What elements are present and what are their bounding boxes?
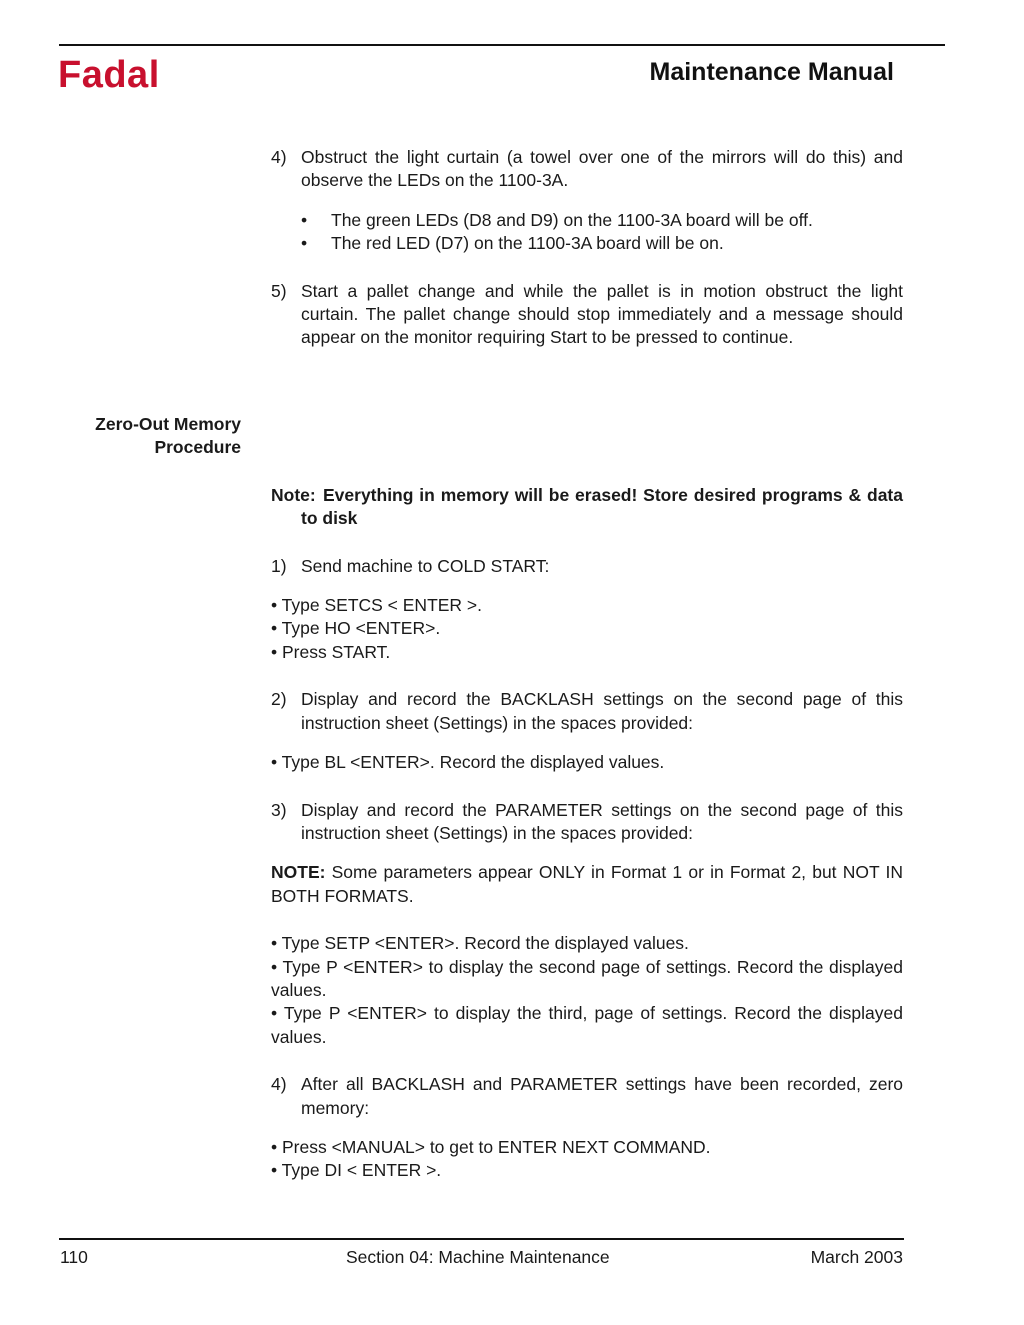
step-text: Display and record the PARAMETER settings on the second page of this instruction sheet (Settings) in the spaces provided: xyxy=(301,799,903,843)
step-text: After all BACKLASH and PARAMETER settings have been recorded, zero memory: xyxy=(301,1074,903,1118)
document-title: Maintenance Manual xyxy=(649,58,894,86)
step-item xyxy=(271,1073,903,1120)
note-label: NOTE: xyxy=(271,862,326,883)
footer-section: Section 04: Machine Maintenance xyxy=(346,1247,610,1267)
step-number: 5) xyxy=(271,280,287,301)
step-item xyxy=(271,146,903,193)
step-number: 1) xyxy=(271,555,287,576)
section-heading-line2: Procedure xyxy=(154,437,241,457)
step-item xyxy=(271,280,903,350)
led-bullet-list xyxy=(271,209,903,256)
list-item: • The green LEDs (D8 and D9) on the 1100-3A board will be off. xyxy=(301,209,903,232)
instruction-line: • Type P <ENTER> to display the second page of settings. Record the displayed values. xyxy=(271,956,903,1000)
section-heading-line1: Zero-Out Memory xyxy=(95,414,241,434)
instruction-line: • Type P <ENTER> to display the third, page of settings. Record the displayed values. xyxy=(271,1003,903,1047)
step-text: Send machine to COLD START: xyxy=(301,555,550,576)
step-item xyxy=(271,555,903,578)
instruction-line: • Type SETP <ENTER>. Record the displayed values. xyxy=(271,933,689,954)
instruction-line: • Type HO <ENTER>. xyxy=(271,618,441,639)
step-number: 3) xyxy=(271,799,287,820)
format-note xyxy=(271,861,903,908)
footer-date: March 2003 xyxy=(810,1247,903,1267)
step-text: Display and record the BACKLASH settings on the second page of this instruction sheet (Settings) in the spaces provided: xyxy=(301,689,903,733)
instruction-line: • Press START. xyxy=(271,641,391,662)
zero-memory-instructions xyxy=(271,1136,903,1183)
list-item: • The red LED (D7) on the 1100-3A board will be on. xyxy=(301,232,903,255)
step-number: 4) xyxy=(271,1074,287,1095)
erase-warning-note xyxy=(271,484,903,531)
instruction-line: • Press <MANUAL> to get to ENTER NEXT COMMAND. xyxy=(271,1136,711,1157)
step-item xyxy=(271,688,903,735)
brand-logo: Fadal xyxy=(58,54,160,96)
note-text: Some parameters appear ONLY in Format 1 or in Format 2, but NOT IN BOTH FORMATS. xyxy=(271,862,903,906)
step-item xyxy=(271,799,903,846)
instruction-line: • Type DI < ENTER >. xyxy=(271,1160,442,1181)
footer-rule xyxy=(59,1238,904,1240)
step-text: Start a pallet change and while the pallet is in motion obstruct the light curtain. The pallet change should stop immediately and a message should appear on the monitor requiring Start to be pressed to continue. xyxy=(301,280,903,348)
cold-start-instructions xyxy=(271,594,903,664)
step-text: Obstruct the light curtain (a towel over one of the mirrors will do this) and observe the LEDs on the 1100-3A. xyxy=(301,147,903,191)
parameter-instructions xyxy=(271,932,903,1049)
note-label: Note: xyxy=(271,484,316,505)
instruction-line: • Type BL <ENTER>. Record the displayed values. xyxy=(271,752,665,773)
note-text: Everything in memory will be erased! Store desired programs & data to disk xyxy=(301,484,903,529)
step-number: 2) xyxy=(271,689,287,710)
page-number: 110 xyxy=(60,1247,88,1267)
instruction-line: • Type SETCS < ENTER >. xyxy=(271,595,483,616)
header-rule xyxy=(59,44,945,46)
page-body xyxy=(271,146,903,1183)
section-heading xyxy=(41,413,241,459)
step-number: 4) xyxy=(271,147,287,167)
